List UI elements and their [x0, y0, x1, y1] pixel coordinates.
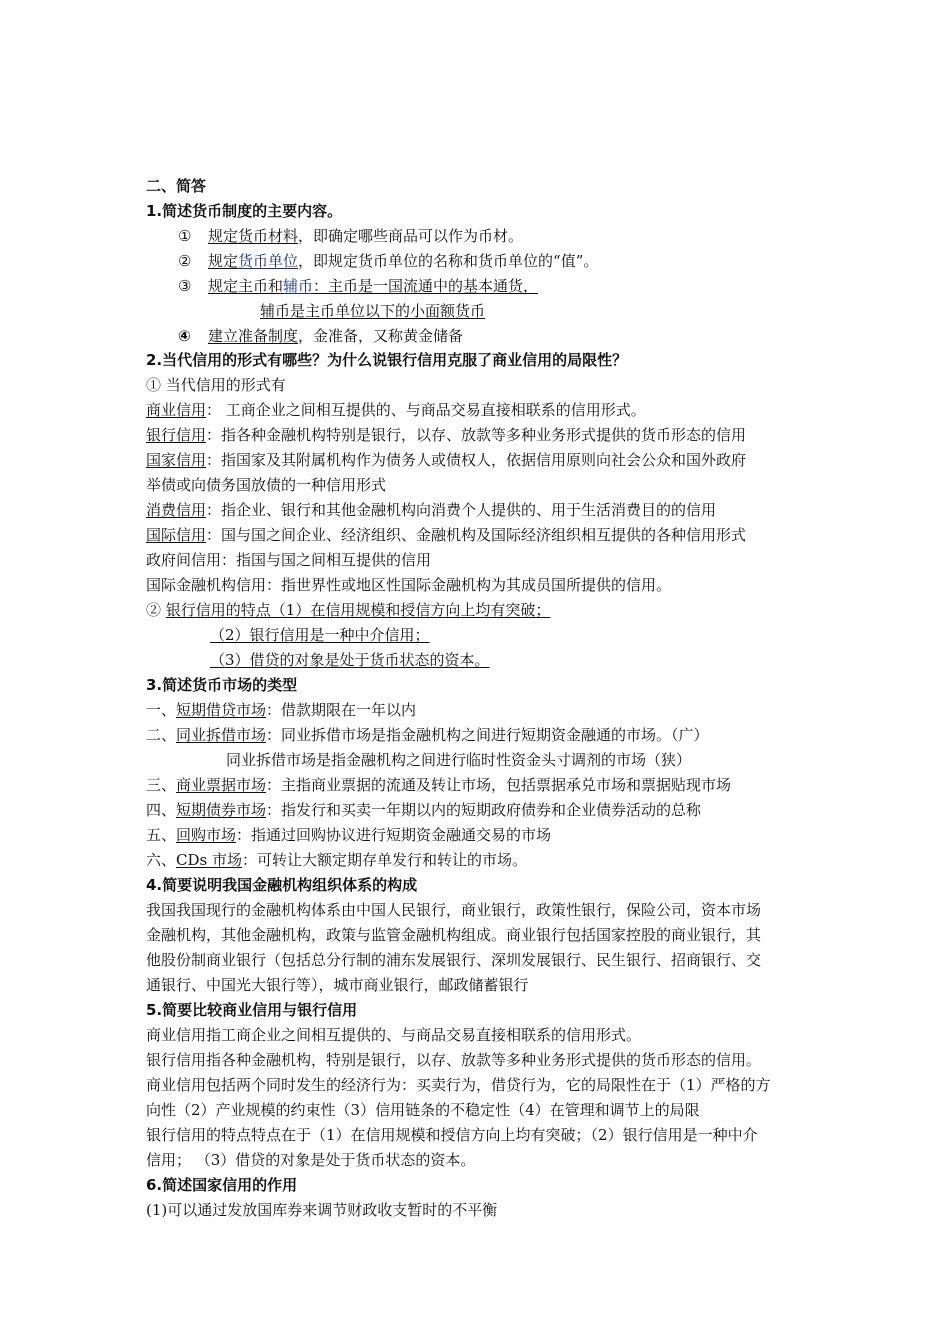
q6-line-1: (1)可以通过发放国库券来调节财政收支暂时的不平衡	[146, 1201, 498, 1219]
q2-bank-features: ② 银行信用的特点（1）在信用规模和授信方向上均有突破；	[146, 601, 551, 619]
q5-line-6: 信用； （3）借贷的对象是处于货币状态的资本。	[146, 1151, 476, 1169]
q2-form-international: 国际信用：国与国之间企业、经济组织、金融机构及国际经济组织相互提供的各种信用形式	[146, 526, 747, 544]
q2-form-state-continuation: 举债或向债务国放债的一种信用形式	[146, 476, 387, 494]
q5-line-5: 银行信用的特点特点在于（1）在信用规模和授信方向上均有突破；（2）银行信用是一种中介	[146, 1126, 758, 1144]
q2-bank-feature-2: （2）银行信用是一种中介信用；	[210, 626, 430, 644]
q4-line-1: 我国我国现行的金融机构体系由中国人民银行，商业银行，政策性银行，保险公司，资本市场	[146, 901, 762, 919]
q3-type-5: 五、回购市场：指通过回购协议进行短期资金融通交易的市场	[146, 826, 552, 844]
q4-line-2: 金融机构，其他金融机构，政策与监管金融机构组成。商业银行包括国家控股的商业银行，其	[146, 926, 762, 944]
q1-item-3: ③ 规定主币和辅币：主币是一国流通中的基本通货，	[178, 277, 539, 295]
q2-bank-feature-3: （3）借贷的对象是处于货币状态的资本。	[210, 651, 490, 669]
q1-item-4: ④ 建立准备制度，金准备，又称黄金储备	[178, 327, 464, 345]
q1-item-2: ② 规定货币单位，即规定货币单位的名称和货币单位的“值”。	[178, 252, 599, 270]
q2-intl-institution-credit: 国际金融机构信用：指世界性或地区性国际金融机构为其成员国所提供的信用。	[146, 576, 672, 594]
q2-form-commercial: 商业信用： 工商企业之间相互提供的、与商品交易直接相联系的信用形式。	[146, 401, 646, 419]
q5-line-3: 商业信用包括两个同时发生的经济行为：买卖行为，借贷行为，它的局限性在于（1）严格的方	[146, 1076, 771, 1094]
q2-title: 2.当代信用的形式有哪些？为什么说银行信用克服了商业信用的局限性？	[146, 351, 628, 369]
q4-title: 4.简要说明我国金融机构组织体系的构成	[146, 876, 418, 894]
q4-line-3: 他股份制商业银行（包括总分行制的浦东发展银行、深圳发展银行、民生银行、招商银行、交	[146, 951, 762, 969]
q5-line-1: 商业信用指工商企业之间相互提供的、与商品交易直接相联系的信用形式。	[146, 1026, 642, 1044]
q3-type-3: 三、商业票据市场：主指商业票据的流通及转让市场，包括票据承兑市场和票据贴现市场	[146, 776, 732, 794]
q2-form-bank: 银行信用：指各种金融机构特别是银行，以存、放款等多种业务形式提供的货币形态的信用	[146, 426, 747, 444]
q6-title: 6.简述国家信用的作用	[146, 1176, 298, 1194]
q2-intro: ① 当代信用的形式有	[146, 376, 286, 394]
q1-item-1: ① 规定货币材料，即确定哪些商品可以作为币材。	[178, 227, 524, 245]
q2-gov-credit: 政府间信用：指国与国之间相互提供的信用	[146, 551, 432, 569]
q2-form-consumer: 消费信用：指企业、银行和其他金融机构向消费个人提供的、用于生活消费目的的信用	[146, 501, 717, 519]
q2-form-state: 国家信用：指国家及其附属机构作为债务人或债权人，依据信用原则向社会公众和国外政府	[146, 451, 747, 469]
section-title: 二、简答	[146, 177, 207, 195]
q3-type-6: 六、CDs 市场：可转让大额定期存单发行和转让的市场。	[146, 851, 528, 869]
q3-type-1: 一、短期借贷市场：借款期限在一年以内	[146, 701, 417, 719]
q5-line-2: 银行信用指各种金融机构，特别是银行，以存、放款等多种业务形式提供的货币形态的信用。	[146, 1051, 762, 1069]
q5-line-4: 向性（2）产业规模的约束性（3）信用链条的不稳定性（4）在管理和调节上的局限	[146, 1101, 700, 1119]
q1-title: 1.简述货币制度的主要内容。	[146, 202, 343, 220]
q3-type-4: 四、短期债券市场：指发行和买卖一年期以内的短期政府债券和企业债券活动的总称	[146, 801, 702, 819]
q3-type-2-continuation: 同业拆借市场是指金融机构之间进行临时性资金头寸调剂的市场（狭）	[226, 751, 692, 769]
q5-title: 5.简要比较商业信用与银行信用	[146, 1001, 358, 1019]
q1-item-3-continuation: 辅币是主币单位以下的小面额货币	[260, 302, 486, 320]
q3-title: 3.简述货币市场的类型	[146, 676, 298, 694]
q3-type-2: 二、同业拆借市场：同业拆借市场是指金融机构之间进行短期资金融通的市场。（广）	[146, 726, 709, 744]
q4-line-4: 通银行、中国光大银行等），城市商业银行，邮政储蓄银行	[146, 976, 529, 994]
